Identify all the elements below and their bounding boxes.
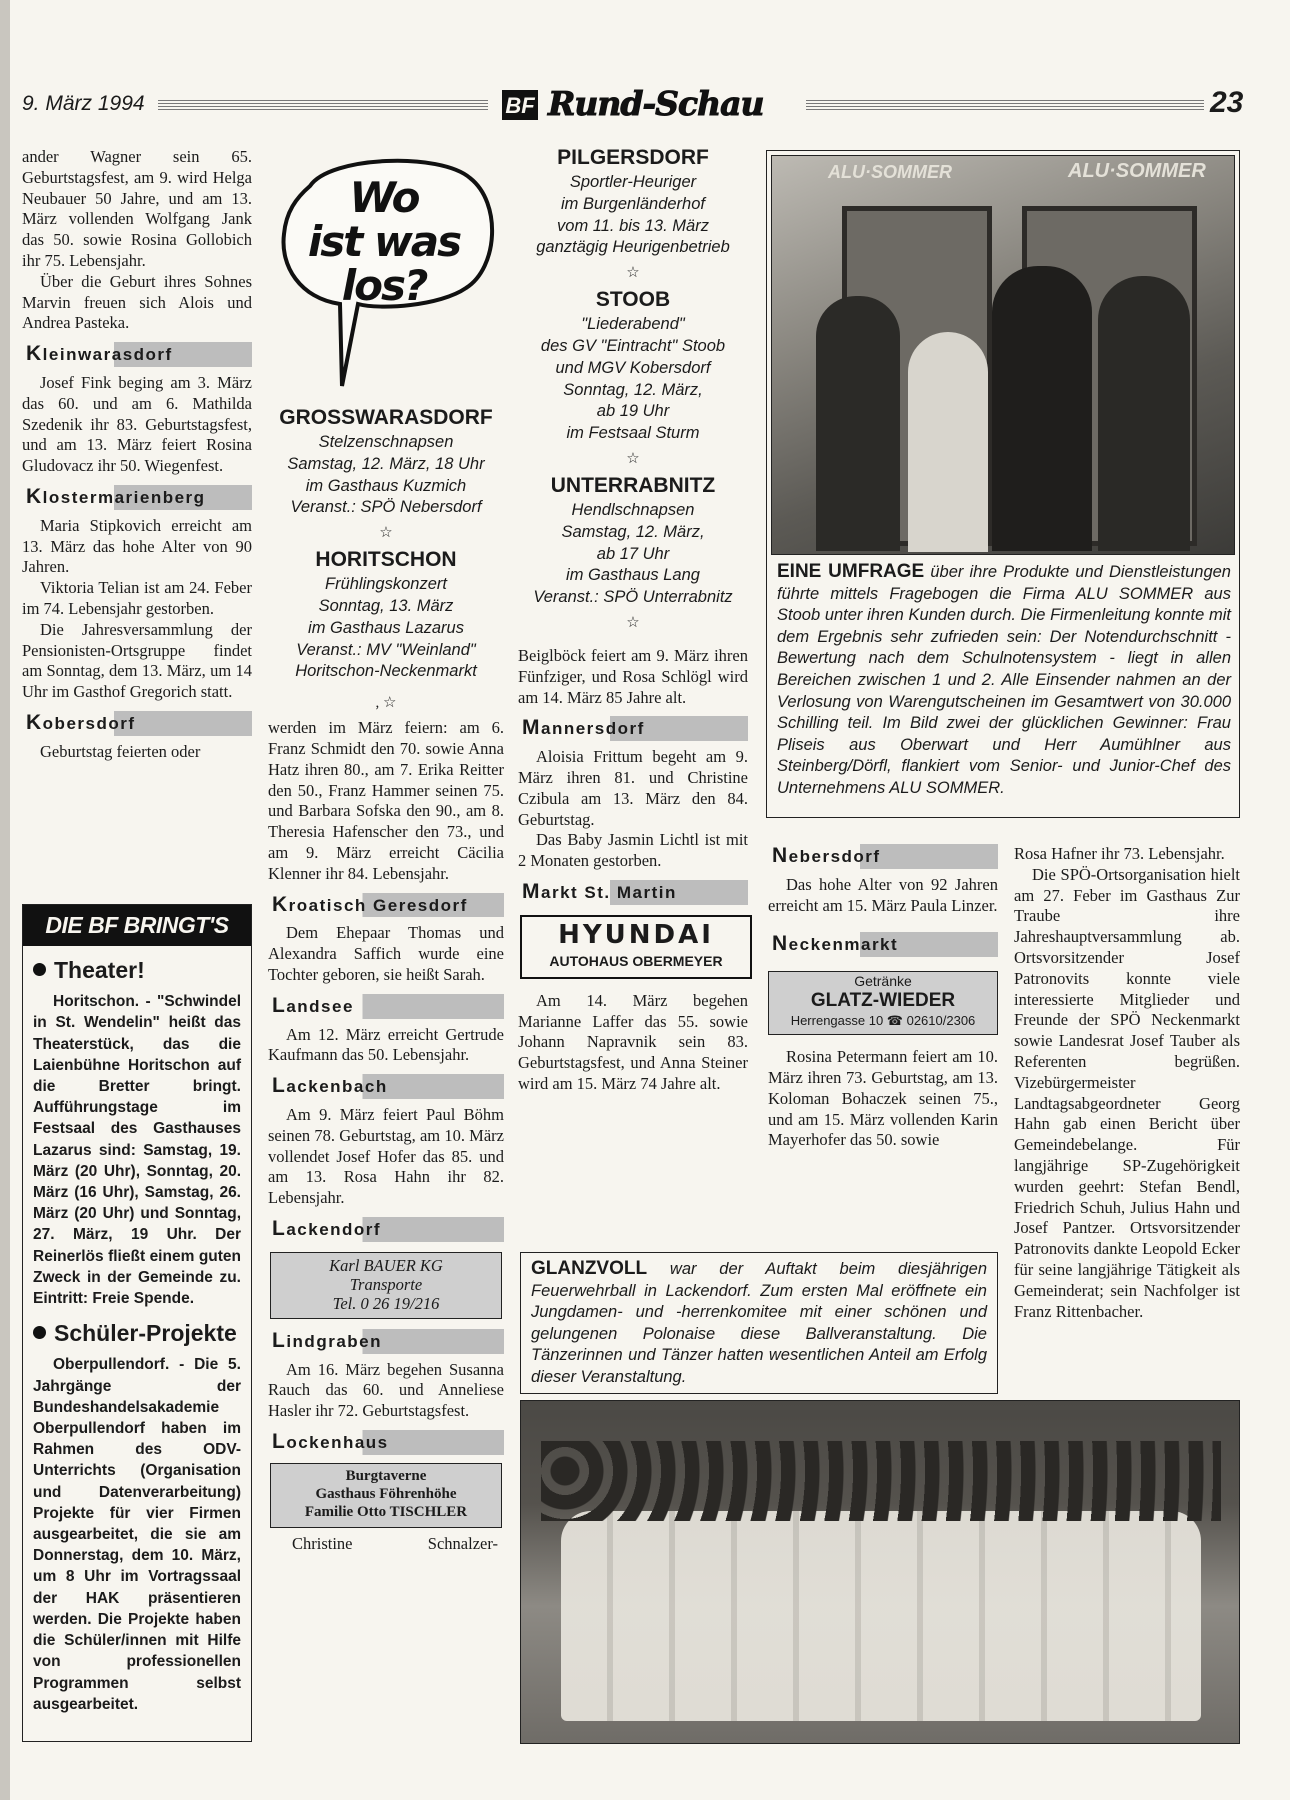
article-paragraph: Aloisia Frittum begeht am 9. März ihren 81. und Christine Czibula am 13. März den 84. Geburtstag. [518,747,748,829]
section-lackenbach: Lackenbach [268,1074,504,1099]
heading-text: Schüler-Projekte [54,1320,237,1347]
ad-hyundai [520,915,752,979]
column-3 [518,146,748,1095]
article-paragraph: Am 16. März begehen Susanna Rauch das 60. und Anneliese Hasler ihr 72. Geburtstagsfest. [268,1359,504,1421]
header-date: 9. März 1994 [22,92,145,115]
ad-line: Familie Otto TISCHLER [304,1503,468,1520]
event-line: im Gasthaus Lazarus [308,618,464,637]
section-markt-st-martin: Markt St. Martin [518,880,748,905]
section-lockenhaus: Lockenhaus [268,1430,504,1455]
section-neckenmarkt: Neckenmarkt [768,932,998,957]
article-paragraph: Maria Stipkovich erreicht am 13. März das hohe Alter von 90 Jahren. [22,515,252,577]
event-line: Samstag, 12. März, 18 Uhr [287,454,485,473]
heading-text: Theater! [54,957,145,983]
ad-line: Gasthaus Föhrenhöhe [315,1485,457,1502]
ad-line: Getränke [854,973,912,990]
column-4 [768,844,998,1151]
bubble-line: Wo [349,173,419,222]
article-paragraph: Über die Geburt ihres Sohnes Marvin freuen sich Alois und Andrea Pasteka. [22,271,252,333]
section-mannersdorf: Mannersdorf [518,716,748,741]
ad-line: Transporte [349,1274,423,1294]
event-heading-stoob: STOOB [595,288,671,312]
star-icon: ☆ [626,614,640,631]
dancers-row [561,1511,1201,1721]
event-line: Veranst.: MV "Weinland" [296,640,476,659]
caption-heading: GLANZVOLL [531,1258,648,1279]
logo-title: Rund-Schau [548,84,764,123]
bringts-title: DIE BF BRINGT'S [23,905,251,946]
event-line: im Burgenländerhof [560,194,705,213]
event-line: Sonntag, 12. März, [563,380,703,399]
caption-text: über ihre Produkte und Dienstleistungen führte mittels Fragebogen die Firma ALU SOMMER aus Stoob unter ihren Kunden durch. Die Firmenleitung konnte mit dem Ergebnis sehr zufrieden sein: Der Notendurchschnitt - Bewertung nach dem Schulnotensystem - liegt in allen Bereichen zwischen 1 und 2. Alle Einsender nahmen an der Verlosung von Warengutscheinen im Gesamtwert von 30.000 Schilling teil. Im Bild zwei der glücklichen Gewinner: Frau Pliseis aus Oberwart und Herr Aumühlner aus Steinberg/Dörfl, flankiert vom Senior- und Junior-Chef des Unternehmens ALU SOMMER. [777,563,1231,797]
ad-line: Karl BAUER KG [329,1255,443,1275]
photo-feuerwehrball [520,1400,1240,1744]
bringts-text-schueler: Oberpullendorf. - Die 5. Jahrgänge der Bundeshandelsakademie Oberpullendorf haben im Rahmen des ODV-Unterrichts (Organisation und Datenverarbeitung) Projekte für vier Firmen ausgearbeitet, die sie am Donnerstag, dem 10. März, um 8 Uhr im Vortragssaal der HAK präsentieren werden. Die Projekte haben die Schüler/innen mit Hilfe von professionellen Programmen selbst ausgearbeitet. [33,1356,241,1713]
event-line: Hendlschnapsen [571,500,695,519]
speech-bubble [270,148,502,398]
star-icon: , ☆ [375,695,397,712]
article-paragraph: Viktoria Telian ist am 24. Feber im 74. Lebensjahr gestorben. [22,578,252,618]
event-details [268,432,504,519]
event-details [268,574,504,683]
section-klostermarienberg: Klostermarienberg [22,485,252,510]
glanzvoll-caption-box [520,1252,998,1394]
scan-edge [0,0,10,1800]
article-fragment: Schnalzer- [427,1533,498,1553]
article-paragraph: Dem Ehepaar Thomas und Alexandra Saffich wurde eine Tochter geboren, sie heißt Sarah. [268,923,504,984]
header-rule-right [806,100,1204,112]
event-details [518,172,748,259]
ad-line: GLATZ-WIEDER [810,990,956,1012]
person-silhouette [1098,276,1190,551]
section-landsee: Landsee [268,994,504,1019]
column-1 [22,147,252,763]
event-line: und MGV Kobersdorf [555,358,711,377]
ad-line: AUTOHAUS OBERMEYER [549,952,723,969]
section-lackendorf: Lackendorf [268,1217,504,1242]
person-silhouette [992,266,1092,551]
alu-feature-box [766,150,1240,818]
event-line: im Gasthaus Kuzmich [305,476,467,495]
star-icon: ☆ [626,265,640,282]
header-rule-left [158,100,488,112]
star-icon: ☆ [626,450,640,467]
ad-karl-bauer [270,1252,502,1319]
star-icon: ☆ [379,525,393,542]
person-silhouette [908,332,988,552]
event-line: ab 17 Uhr [596,544,670,563]
event-heading-grosswarasdorf: GROSSWARASDORF [279,406,493,429]
article-paragraph: Das Baby Jasmin Lichtl ist mit 2 Monaten gestorben. [518,830,748,871]
section-kobersdorf: Kobersdorf [22,711,252,736]
event-line: Horitschon-Neckenmarkt [295,662,477,681]
page-header [18,84,1244,128]
section-kleinwarasdorf: Kleinwarasdorf [22,342,252,367]
sign-alu-sommer: ALU·SOMMER [1068,160,1206,182]
section-kroatisch-geresdorf: Kroatisch Geresdorf [268,893,504,918]
event-line: Sportler-Heuriger [569,173,697,191]
article-paragraph: werden im März feiern: am 6. Franz Schmidt den 70. sowie Anna Hatz ihren 80., am 7. Erika Reitter den 50., Franz Hammer seinen 75. und Barbara Sofska den 90., am 8. Theresia Hafenscher den 73., und am 9. März erreicht Cäcilia Klenner ihr 84. Lebensjahr. [268,718,504,883]
ad-line: Tel. 0 26 19/216 [332,1293,440,1313]
event-heading-unterrabnitz: UNTERRABNITZ [550,473,716,497]
article-paragraph: Am 14. März begehen Marianne Laffer das 55. sowie Johann Napravnik sein 83. Geburtstagsfest, und Anna Steiner wird am 15. März 74 Jahre alt. [518,990,748,1093]
event-heading-pilgersdorf: PILGERSDORF [557,146,709,169]
ad-burgtaverne [270,1463,502,1528]
article-fragment: Christine [292,1533,353,1553]
event-line: Stelzenschnapsen [318,433,454,451]
event-heading-horitschon: HORITSCHON [315,548,457,572]
person-silhouette [816,296,900,551]
bringts-text-theater: Horitschon. - "Schwindel in St. Wendelin" heißt das Theaterstück, das die Laienbühne Horitschon auf die Bretter bringt. Aufführungstage im Festsaal des Gasthauses Lazarus sind: Samstag, 19. März (20 Uhr), Sonntag, 20. März (16 Uhr), Samstag, 26. März (20 Uhr) und Sonntag, 27. März, 19 Uhr. Der Reinerlös fließt einem guten Zweck in der Gemeinde zu. Eintritt: Freie Spende. [33,993,241,1308]
section-lindgraben: Lindgraben [268,1329,504,1354]
section-nebersdorf: Nebersdorf [768,844,998,869]
event-line: "Liederabend" [581,315,685,334]
alu-caption [777,561,1231,800]
bringts-heading-theater [33,957,241,983]
bringts-box [22,904,252,1742]
article-paragraph: Beiglböck feiert am 9. März ihren Fünfziger, und Rosa Schlögl wird am 14. März 85 Jahre alt. [518,645,748,707]
bullet-icon [33,1326,46,1339]
event-line: Sonntag, 13. März [318,596,454,615]
bubble-line: ist was [307,217,461,266]
article-paragraph: Rosa Hafner ihr 73. Lebensjahr. [1014,844,1225,863]
article-paragraph: Die SPÖ-Ortsorganisation hielt am 27. Feber im Gasthaus Zur Traube ihre Jahreshauptversammlung ab. Ortsvorsitzender Josef Patronovits konnte viele interessierte Mitglieder und Freunde der SPÖ Neckenmarkt sowie Landesrat Josef Tauber als Referenten begrüßen. Vizebürgermeister Landtagsabgeordneter Georg Hahn gab einen Bericht über Gemeindebelange. Für langjährige SP-Zugehörigkeit wurden geehrt: Stefan Bendl, Friedrich Schuh, Julius Hahn und Josef Pantzer. Ortsvorsitzender Patronovits dankte Leopold Ecker für seine langjährige Tätigkeit als Gemeinderat; sein Nachfolger ist Franz Rittenbacher. [1014,864,1240,1321]
ad-line: Burgtaverne [345,1467,427,1484]
article-paragraph: Das hohe Alter von 92 Jahren erreicht am 15. März Paula Linzer. [768,874,998,915]
article-paragraph: ander Wagner sein 65. Geburtstagsfest, am 9. wird Helga Neubauer 50 Jahre, und am 13. März vollenden Wolfgang Jank das 50. sowie Rosina Gollobich ihr 75. Lebensjahr. [22,147,252,270]
event-line: des GV "Eintracht" Stoob [540,336,726,355]
event-line: ganztägig Heurigenbetrieb [536,238,730,257]
ad-line: Herrengasse 10 ☎ 02610/2306 [790,1013,976,1029]
bringts-heading-schueler [33,1320,241,1347]
bubble-line: los? [341,261,427,310]
event-line: Samstag, 12. März, [561,522,705,541]
event-line: im Gasthaus Lang [566,566,700,585]
photo-alu-sommer [771,155,1235,555]
event-details [518,314,748,445]
article-paragraph: Josef Fink beging am 3. März das 60. und am 6. Mathilda Szedenik ihr 83. Geburtstagsfest, und am 13. März feiert Rosina Gludovacz ihr 50. Wiegenfest. [22,372,252,476]
event-line: vom 11. bis 13. März [557,216,709,235]
article-paragraph: Am 12. März erreicht Gertrude Kaufmann das 50. Lebensjahr. [268,1024,504,1065]
event-line: im Festsaal Sturm [566,424,700,443]
article-paragraph: Die Jahresversammlung der Pensionisten-Ortsgruppe findet am Sonntag, dem 13. März, um 14 Uhr im Gasthof Gregorich statt. [22,619,252,702]
caption-heading: EINE UMFRAGE [777,561,925,582]
caption-text: war der Auftakt beim diesjährigen Feuerwehrball in Lackendorf. Zum ersten Mal eröffnete ein Jungdamen- und -herrenkomitee mit einer schönen und gelungenen Polonaise diese Ballveranstaltung. Die Tänzerinnen und Tänzer hatten wesentlichen Anteil am Erfolg dieser Veranstaltung. [531,1260,987,1386]
event-details [518,500,748,609]
event-line: ab 19 Uhr [596,402,670,421]
event-line: Veranst.: SPÖ Unterrabnitz [533,588,733,607]
event-line: Veranst.: SPÖ Nebersdorf [290,498,482,517]
event-line: Frühlingskonzert [325,575,447,594]
article-paragraph: Geburtstag feierten oder [40,741,201,761]
article-paragraph: Am 9. März feiert Paul Böhm seinen 78. Geburtstag, am 10. März vollendet Josef Hofer das 85. und am 13. Rosa Hahn ihr 82. Lebensjahr. [268,1104,504,1208]
bubble-text [284,173,484,310]
sign-alu-sommer: ALU·SOMMER [828,162,952,182]
bullet-icon [33,963,46,976]
people-heads-row [541,1441,1221,1521]
logo-bf: BF [502,90,538,120]
column-5 [1014,844,1240,1322]
page-number: 23 [1210,86,1244,119]
hyundai-logo: HYUNDAI [558,919,714,950]
ad-glatz-wieder [768,971,998,1035]
column-2 [268,402,504,1554]
article-paragraph: Rosina Petermann feiert am 10. März ihren 73. Geburtstag, am 13. Koloman Bohaczek seinen 75., und am 15. März vollenden Karin Mayerhofer das 50. sowie [768,1047,998,1150]
